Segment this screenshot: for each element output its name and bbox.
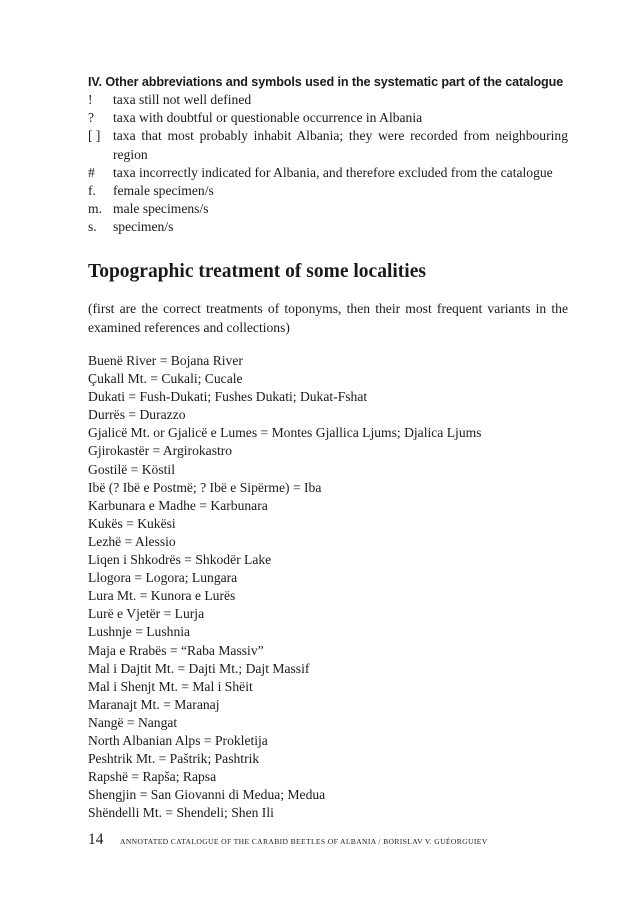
abbreviation-symbol: f. xyxy=(88,183,96,199)
abbreviation-item xyxy=(88,164,568,182)
abbreviation-symbol: [ ] xyxy=(88,128,101,144)
abbreviation-symbol: ! xyxy=(88,92,93,107)
abbreviation-description: taxa that most probably inhabit Albania; they were recorded from neighbouring region xyxy=(113,128,568,162)
abbreviation-item xyxy=(88,218,568,236)
toponym-entry: Buenë River = Bojana River xyxy=(88,353,243,368)
abbreviation-description: taxa with doubtful or questionable occurrence in Albania xyxy=(113,110,423,126)
toponym-entry: Maja e Rrabës = “Raba Massiv” xyxy=(88,642,264,658)
toponym-entry: Peshtrik Mt. = Paštrik; Pashtrik xyxy=(88,751,260,767)
toponym-entry: Durrës = Durazzo xyxy=(88,407,186,423)
toponym-entry: Lezhë = Alessio xyxy=(88,533,176,549)
abbreviation-description: taxa incorrectly indicated for Albania, and therefore excluded from the catalogue xyxy=(113,164,553,180)
abbreviation-symbol: m. xyxy=(88,201,102,217)
abbreviation-symbol: ? xyxy=(88,110,95,126)
toponym-list xyxy=(88,352,568,822)
toponym-entry: Shengjin = San Giovanni di Medua; Medua xyxy=(88,787,326,803)
abbreviations-heading: IV. Other abbreviations and symbols used in the systematic part of the catalogue xyxy=(88,75,564,89)
toponym-entry: Lura Mt. = Kunora e Lurës xyxy=(88,588,236,604)
toponym-entry: Nangë = Nangat xyxy=(88,714,178,730)
abbreviation-description: male specimens/s xyxy=(113,201,209,217)
toponym-entry: Rapshë = Rapša; Rapsa xyxy=(88,769,217,785)
toponym-entry: Lurë e Vjetër = Lurja xyxy=(88,606,205,622)
abbreviation-item xyxy=(88,127,568,163)
abbreviation-description: taxa still not well defined xyxy=(113,92,252,107)
toponym-entry: Gjalicë Mt. or Gjalicë e Lumes = Montes Gjallica Ljums; Djalica Ljums xyxy=(88,425,482,441)
toponym-entry: Dukati = Fush-Dukati; Fushes Dukati; Dukat-Fshat xyxy=(88,389,368,405)
abbreviation-item xyxy=(88,200,568,218)
page-footer xyxy=(88,831,568,849)
toponym-entry: Ibë (? Ibë e Postmë; ? Ibë e Sipërme) = Iba xyxy=(88,479,322,495)
abbreviation-item xyxy=(88,182,568,200)
toponym-entry: Karbunara e Madhe = Karbunara xyxy=(88,497,268,513)
toponym-entry: Çukall Mt. = Cukali; Cucale xyxy=(88,371,243,387)
toponym-entry: Lushnje = Lushnia xyxy=(88,624,191,640)
toponym-entry: Mal i Dajtit Mt. = Dajti Mt.; Dajt Massif xyxy=(88,660,310,676)
section-title: Topographic treatment of some localities xyxy=(88,261,426,282)
toponym-entry: Kukës = Kukësi xyxy=(88,515,176,531)
toponym-entry: Mal i Shenjt Mt. = Mal i Shëit xyxy=(88,678,253,694)
running-title: ANNOTATED CATALOGUE OF THE CARABID BEETLES OF ALBANIA / BORISLAV V. GUÉORGUIEV xyxy=(120,837,488,846)
abbreviation-description: specimen/s xyxy=(113,219,174,235)
abbreviation-item xyxy=(88,91,568,109)
abbreviation-symbol: s. xyxy=(88,219,97,235)
toponym-entry: Maranajt Mt. = Maranaj xyxy=(88,696,220,712)
abbreviations-list xyxy=(88,91,568,237)
toponym-entry: Shëndelli Mt. = Shendeli; Shen Ili xyxy=(88,805,274,821)
toponym-entry: Gostilë = Köstil xyxy=(88,461,175,477)
toponym-entry: Gjirokastër = Argirokastro xyxy=(88,443,233,459)
toponym-entry: Llogora = Logora; Lungara xyxy=(88,570,238,586)
abbreviation-symbol: # xyxy=(88,164,95,180)
abbreviation-description: female specimen/s xyxy=(113,183,214,199)
toponym-entry: Liqen i Shkodrës = Shkodër Lake xyxy=(88,552,272,568)
abbreviation-item xyxy=(88,109,568,127)
page-number: 14 xyxy=(88,831,104,848)
toponym-entry: North Albanian Alps = Prokletija xyxy=(88,732,268,748)
section-intro: (first are the correct treatments of toponyms, then their most frequent variants in the examined references and collections) xyxy=(88,301,568,335)
